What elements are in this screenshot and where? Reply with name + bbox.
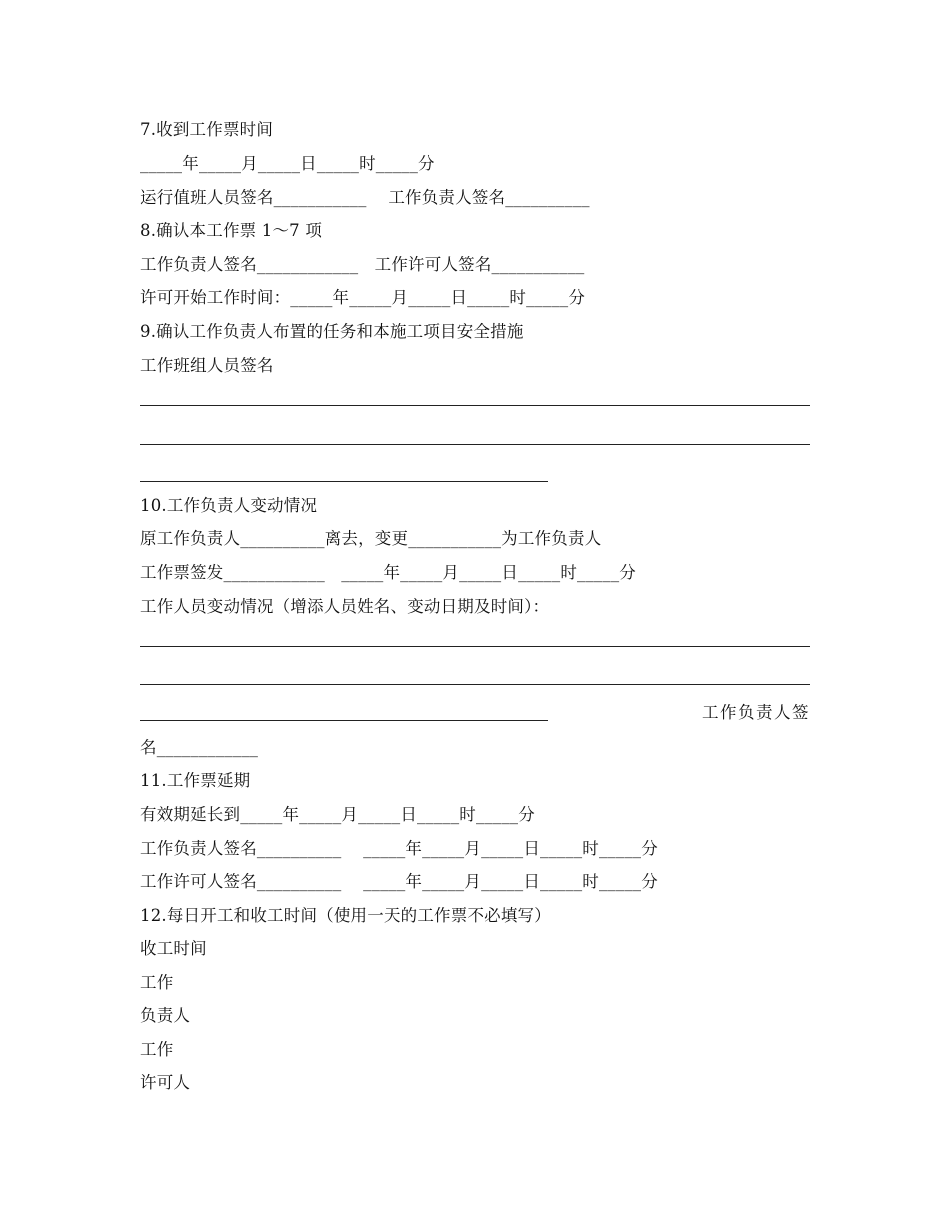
section11-leader-sign[interactable]: 工作负责人签名__________ _____年_____月_____日_____时_____分 [140,839,658,858]
section9-heading: 9.确认工作负责人布置的任务和本施工项目安全措施 [140,322,524,341]
section10-issue-line[interactable]: 工作票签发____________ _____年_____月_____日_____时_____分 [140,563,636,582]
section12-heading: 12.每日开工和收工时间（使用一天的工作票不必填写） [140,906,551,925]
section11-extend-line[interactable]: 有效期延长到_____年_____月_____日_____时_____分 [140,805,535,824]
section10-staff-change-label: 工作人员变动情况（增添人员姓名、变动日期及时间）： [140,597,550,616]
section8-signatures[interactable]: 工作负责人签名____________ 工作许可人签名___________ [140,255,585,274]
crew-sign-line-2[interactable] [140,444,810,445]
section10-leader-sign-right: 工作负责人签 [702,703,810,722]
section11-permit-sign[interactable]: 工作许可人签名__________ _____年_____月_____日_____时_____分 [140,872,658,891]
section10-change-line[interactable]: 原工作负责人__________离去，变更___________为工作负责人 [140,529,602,548]
section12-col-leader-2: 负责人 [140,1006,191,1025]
section8-heading: 8.确认本工作票 1～7 项 [140,221,323,240]
crew-sign-line-3[interactable] [140,481,548,482]
section12-col-permit-2: 许可人 [140,1073,191,1092]
section7-signatures[interactable]: 运行值班人员签名___________ 工作负责人签名__________ [140,188,590,207]
section10-heading: 10.工作负责人变动情况 [140,496,318,515]
staff-change-line-1[interactable] [140,646,810,647]
section12-col-finish-time: 收工时间 [140,939,207,958]
crew-sign-line-1[interactable] [140,405,810,406]
section10-leader-sign-cont[interactable]: 名____________ [140,738,259,757]
staff-change-line-2[interactable] [140,684,810,685]
section8-start-time[interactable]: 许可开始工作时间：_____年_____月_____日_____时_____分 [140,288,586,307]
section12-col-permit-1: 工作 [140,1040,174,1059]
section7-time-line[interactable]: _____年_____月_____日_____时_____分 [140,154,435,173]
section11-heading: 11.工作票延期 [140,771,251,790]
staff-change-line-3[interactable] [140,720,548,721]
section12-col-leader-1: 工作 [140,973,174,992]
section9-crew-sign-label: 工作班组人员签名 [140,356,274,375]
section7-heading: 7.收到工作票时间 [140,120,274,139]
